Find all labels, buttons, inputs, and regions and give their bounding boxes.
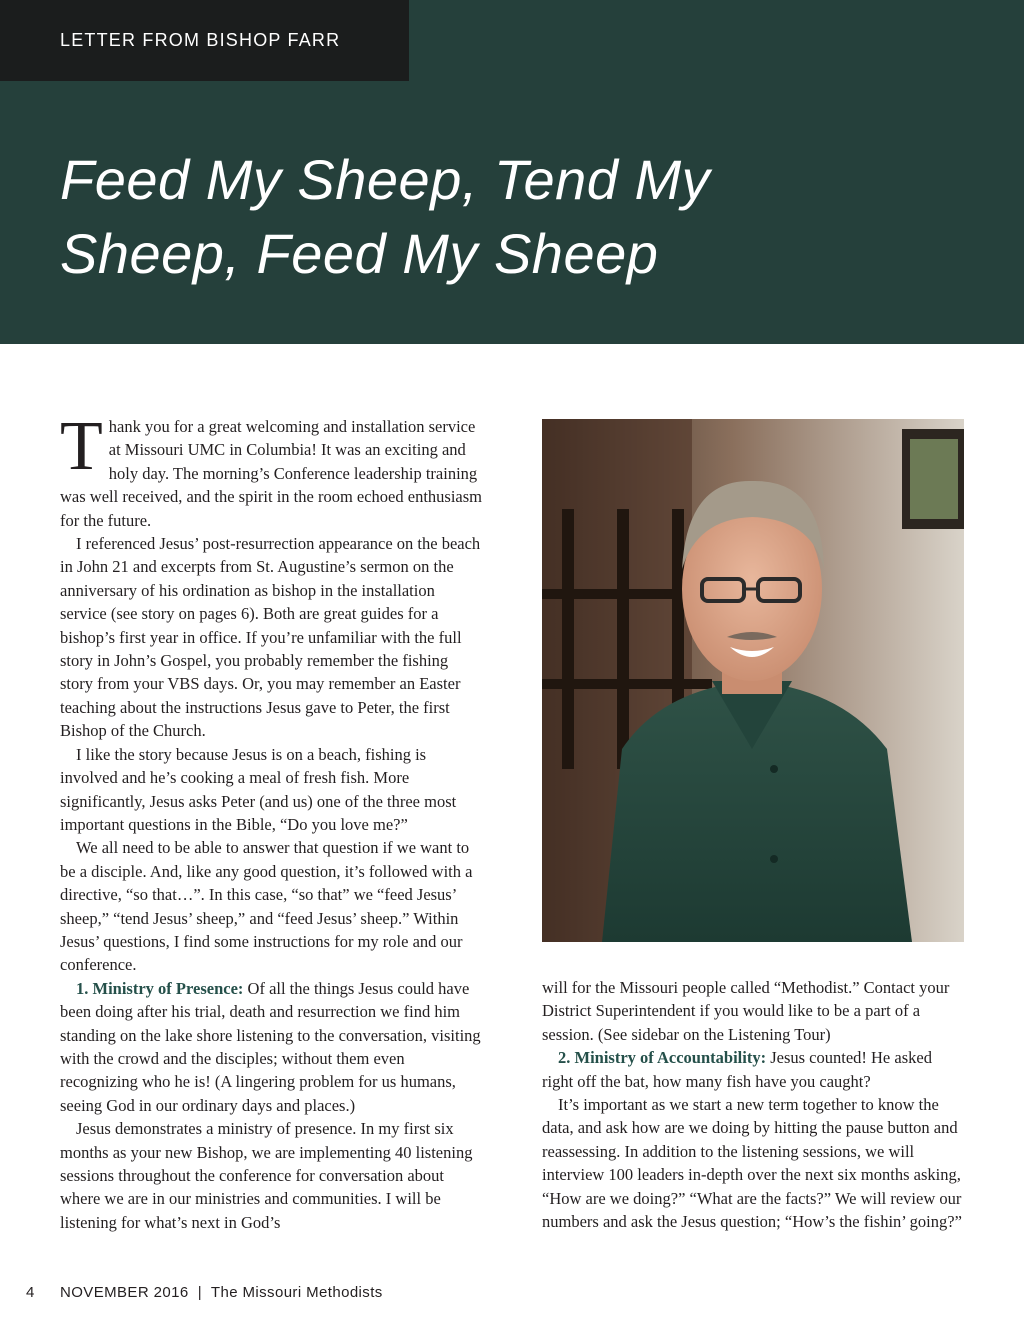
paragraph-1 bbox=[60, 408, 485, 532]
page-title bbox=[60, 143, 960, 291]
paragraph-6-continued: will for the Missouri people called “Methodist.” Contact your District Superintendent if you would like to be a part of a session. (See sidebar on the Listening Tour) bbox=[542, 978, 950, 1044]
bishop-portrait-photo bbox=[542, 419, 964, 942]
paragraph-8: It’s important as we start a new term together to know the data, and ask how are we doing by hitting the pause button and reassessing. In addition to the listening sessions, we will interview 100 leaders in-depth over the next six months asking, “How are we doing?” “What are the facts?” We will review our numbers and ask the Jesus question; “How’s the fishin’ going?” bbox=[542, 1095, 962, 1232]
article-column-right bbox=[542, 976, 967, 1233]
page-footer bbox=[26, 1284, 383, 1301]
paragraph-5 bbox=[60, 977, 485, 1117]
paragraph-3: I like the story because Jesus is on a beach, fishing is involved and he’s cooking a meal of fresh fish. More significantly, Jesus asks Peter (and us) one of the three most important questions in the Bible, “Do you love me?” bbox=[60, 744, 457, 834]
paragraph-7-text: Jesus counted! He asked right off the bat, how many fish have you caught? bbox=[542, 1048, 932, 1091]
paragraph-5-text: Of all the things Jesus could have been doing after his trial, death and resurrection we find him standing on the lake shore listening to the conversation, visiting with the crowd and the disciples; without them even recognizing who he is! (A lingering problem for us humans, seeing God in our ordinary days and places.) bbox=[60, 978, 481, 1115]
paragraph-2: I referenced Jesus’ post-resurrection appearance on the beach in John 21 and excerpts from St. Augustine’s sermon on the anniversary of his ordination as bishop in the installation service (see story on pages 6). Both are great guides for a bishop’s first year in office. If you’re unfamiliar with the full story in John’s Gospel, you probably remember the fishing story from your VBS days. Or, you may remember an Easter teaching about the instructions Jesus gave to Peter, the first Bishop of the Church. bbox=[60, 534, 481, 741]
section-kicker: LETTER FROM BISHOP FARR bbox=[0, 0, 409, 81]
header-band bbox=[0, 0, 1024, 344]
issue-date: NOVEMBER 2016 bbox=[60, 1284, 189, 1301]
ministry-of-presence-heading: 1. Ministry of Presence: bbox=[76, 978, 244, 998]
paragraph-1-text: hank you for a great welcoming and installation service at Missouri UMC in Columbia! It was an exciting and holy day. The morning’s Conference leadership training was well received, and the spirit in the room echoed enthusiasm for the future. bbox=[60, 417, 482, 530]
page-number: 4 bbox=[26, 1284, 35, 1301]
paragraph-7 bbox=[542, 1046, 967, 1093]
title-line-2: Sheep, Feed My Sheep bbox=[60, 222, 659, 285]
article-column-left bbox=[60, 408, 485, 1234]
paragraph-4: We all need to be able to answer that question if we want to be a disciple. And, like any good question, it’s followed with a directive, “so that…”. In this case, “so that” we “feed Jesus’ sheep,” “tend Jesus’ sheep,” and “feed Jesus’ sheep.” Within Jesus’ questions, I find some instructions for my role and our conference. bbox=[60, 838, 473, 975]
publication-name: The Missouri Methodists bbox=[210, 1284, 383, 1301]
ministry-of-accountability-heading: 2. Ministry of Accountability: bbox=[558, 1048, 767, 1068]
drop-cap: T bbox=[60, 408, 103, 485]
footer-separator: | bbox=[197, 1284, 203, 1301]
title-line-1: Feed My Sheep, Tend My bbox=[60, 148, 711, 211]
paragraph-6: Jesus demonstrates a ministry of presence. In my first six months as your new Bishop, we are implementing 40 listening sessions throughout the conference for conversation about where we are in our ministries and communities. I will be listening for what’s next in God’s bbox=[60, 1119, 473, 1232]
